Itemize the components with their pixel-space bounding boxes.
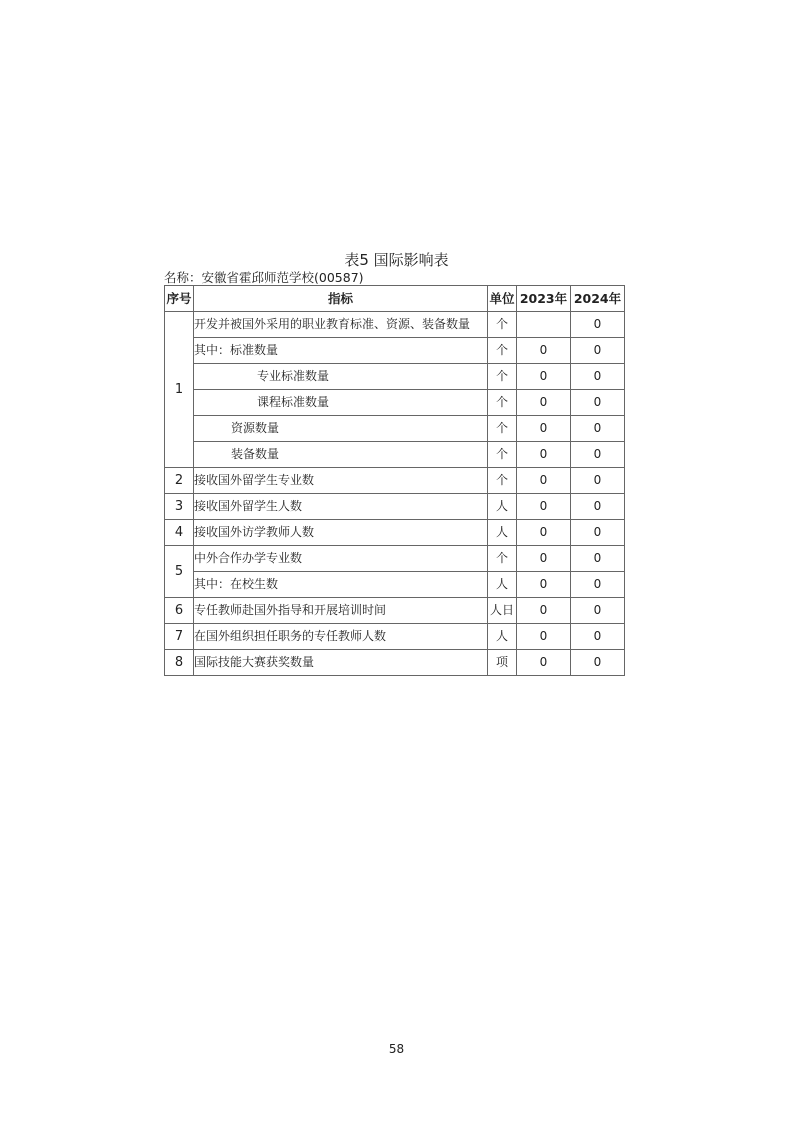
row-value-2024: 0 bbox=[571, 520, 625, 546]
row-indicator: 其中：标准数量 bbox=[194, 338, 488, 364]
row-value-2024: 0 bbox=[571, 572, 625, 598]
table-header-row bbox=[165, 286, 625, 312]
table-row bbox=[165, 364, 625, 390]
row-value-2024: 0 bbox=[571, 442, 625, 468]
row-value-2024: 0 bbox=[571, 312, 625, 338]
row-indicator: 接收国外留学生专业数 bbox=[194, 468, 488, 494]
row-unit: 人 bbox=[488, 520, 517, 546]
row-value-2023: 0 bbox=[517, 442, 571, 468]
row-indicator: 中外合作办学专业数 bbox=[194, 546, 488, 572]
row-unit: 个 bbox=[488, 390, 517, 416]
row-indicator: 专任教师赴国外指导和开展培训时间 bbox=[194, 598, 488, 624]
row-value-2023: 0 bbox=[517, 468, 571, 494]
table-title: 表5 国际影响表 bbox=[344, 251, 449, 269]
row-unit: 个 bbox=[488, 364, 517, 390]
header-seq: 序号 bbox=[165, 286, 194, 312]
table-row bbox=[165, 520, 625, 546]
row-value-2024: 0 bbox=[571, 598, 625, 624]
row-value-2024: 0 bbox=[571, 546, 625, 572]
table-row bbox=[165, 598, 625, 624]
row-indicator: 接收国外访学教师人数 bbox=[194, 520, 488, 546]
table-row bbox=[165, 494, 625, 520]
row-indicator: 开发并被国外采用的职业教育标准、资源、装备数量 bbox=[194, 312, 488, 338]
row-unit: 个 bbox=[488, 546, 517, 572]
table-row bbox=[165, 572, 625, 598]
row-unit: 个 bbox=[488, 468, 517, 494]
header-indicator: 指标 bbox=[194, 286, 488, 312]
row-value-2024: 0 bbox=[571, 494, 625, 520]
row-indicator: 课程标准数量 bbox=[194, 390, 488, 416]
table-row bbox=[165, 546, 625, 572]
row-value-2024: 0 bbox=[571, 416, 625, 442]
table-row bbox=[165, 624, 625, 650]
row-indicator: 资源数量 bbox=[194, 416, 488, 442]
row-value-2023: 0 bbox=[517, 390, 571, 416]
row-value-2023: 0 bbox=[517, 416, 571, 442]
table-row bbox=[165, 416, 625, 442]
row-value-2023: 0 bbox=[517, 364, 571, 390]
row-seq: 4 bbox=[165, 520, 194, 546]
table-row bbox=[165, 312, 625, 338]
row-value-2024: 0 bbox=[571, 390, 625, 416]
row-seq: 1 bbox=[165, 312, 194, 468]
row-indicator: 在国外组织担任职务的专任教师人数 bbox=[194, 624, 488, 650]
row-indicator: 接收国外留学生人数 bbox=[194, 494, 488, 520]
row-value-2024: 0 bbox=[571, 338, 625, 364]
row-seq: 8 bbox=[165, 650, 194, 676]
row-unit: 个 bbox=[488, 312, 517, 338]
row-unit: 个 bbox=[488, 338, 517, 364]
row-indicator: 其中：在校生数 bbox=[194, 572, 488, 598]
page-number: 58 bbox=[388, 1042, 405, 1056]
row-value-2023: 0 bbox=[517, 624, 571, 650]
row-unit: 个 bbox=[488, 442, 517, 468]
row-unit: 人日 bbox=[488, 598, 517, 624]
header-unit: 单位 bbox=[488, 286, 517, 312]
table-row bbox=[165, 338, 625, 364]
row-value-2024: 0 bbox=[571, 468, 625, 494]
row-value-2024: 0 bbox=[571, 364, 625, 390]
row-value-2023: 0 bbox=[517, 650, 571, 676]
row-unit: 个 bbox=[488, 416, 517, 442]
table-row bbox=[165, 650, 625, 676]
header-2023: 2023年 bbox=[517, 286, 571, 312]
international-influence-table bbox=[164, 285, 625, 676]
row-value-2023: 0 bbox=[517, 572, 571, 598]
row-value-2023: 0 bbox=[517, 494, 571, 520]
row-indicator: 专业标准数量 bbox=[194, 364, 488, 390]
row-value-2024: 0 bbox=[571, 650, 625, 676]
row-value-2024: 0 bbox=[571, 624, 625, 650]
row-value-2023: 0 bbox=[517, 598, 571, 624]
row-unit: 项 bbox=[488, 650, 517, 676]
row-seq: 3 bbox=[165, 494, 194, 520]
header-2024: 2024年 bbox=[571, 286, 625, 312]
row-seq: 7 bbox=[165, 624, 194, 650]
row-indicator: 国际技能大赛获奖数量 bbox=[194, 650, 488, 676]
row-value-2023: 0 bbox=[517, 546, 571, 572]
row-seq: 6 bbox=[165, 598, 194, 624]
row-value-2023 bbox=[517, 312, 571, 338]
row-unit: 人 bbox=[488, 624, 517, 650]
row-value-2023: 0 bbox=[517, 520, 571, 546]
table-row bbox=[165, 442, 625, 468]
row-unit: 人 bbox=[488, 494, 517, 520]
row-value-2023: 0 bbox=[517, 338, 571, 364]
row-seq: 5 bbox=[165, 546, 194, 598]
table-row bbox=[165, 468, 625, 494]
school-name: 名称：安徽省霍邱师范学校(00587) bbox=[164, 270, 364, 285]
table-row bbox=[165, 390, 625, 416]
row-unit: 人 bbox=[488, 572, 517, 598]
row-indicator: 装备数量 bbox=[194, 442, 488, 468]
row-seq: 2 bbox=[165, 468, 194, 494]
